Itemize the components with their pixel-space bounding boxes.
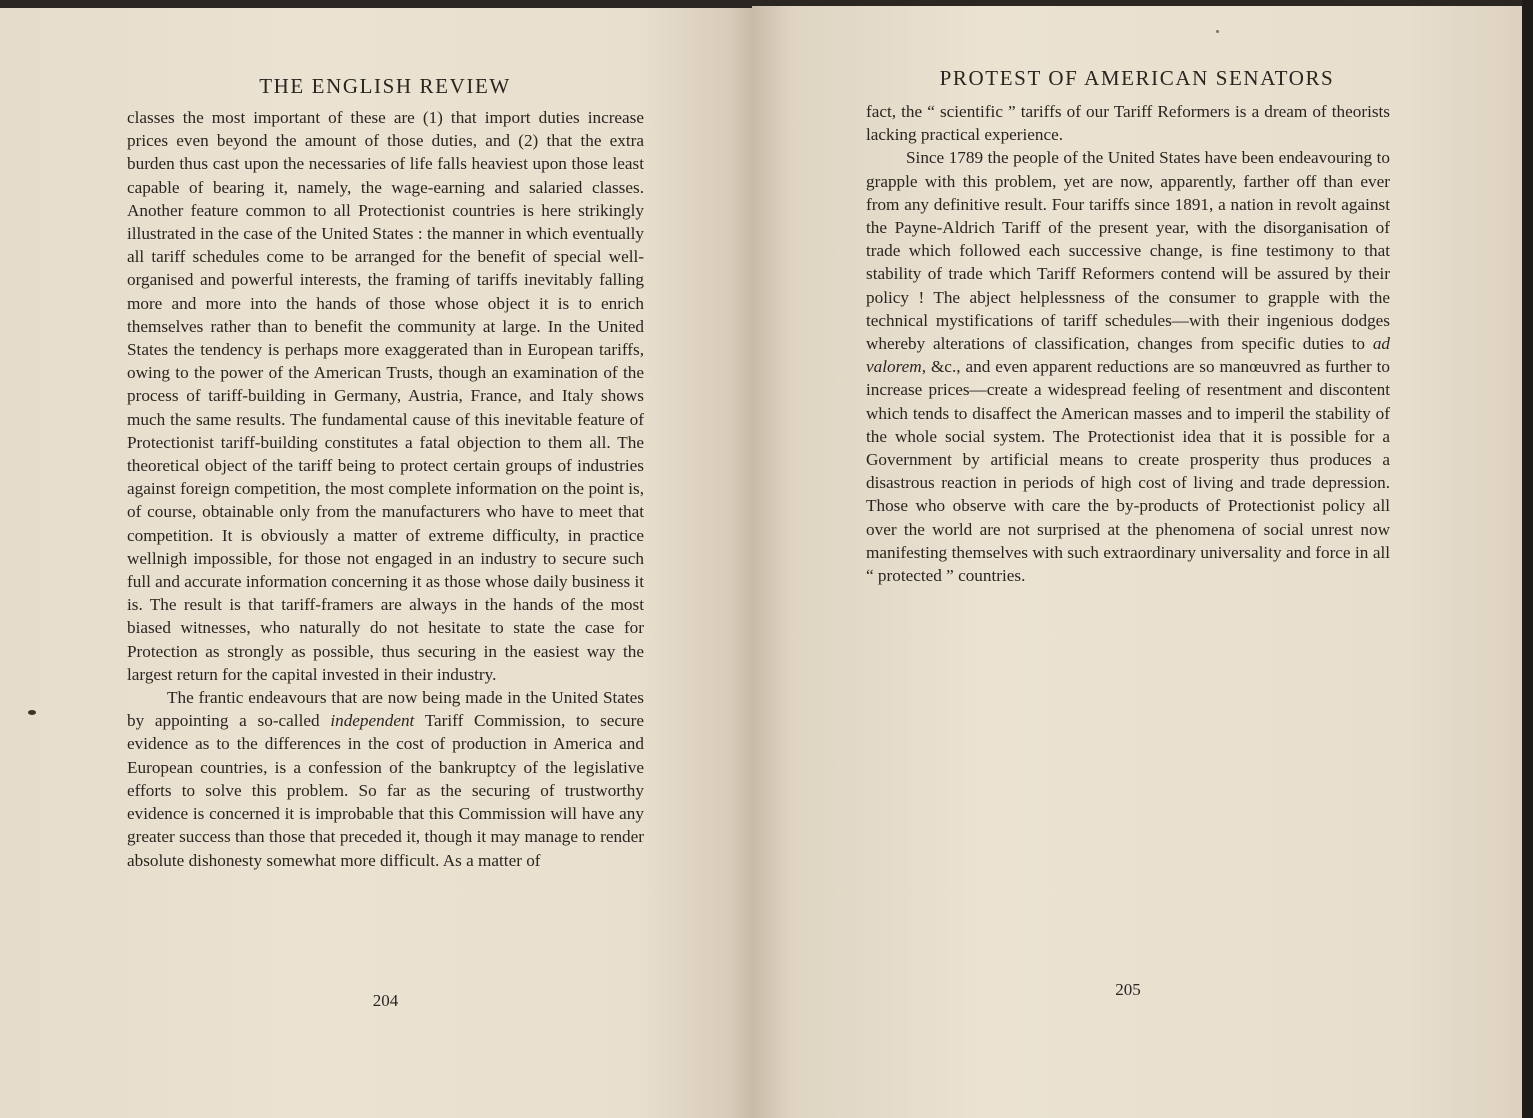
right-paragraph-2: Since 1789 the people of the United States have been endeavouring to grapple with this problem, yet are now, apparently, farther off than ever from any definitive result. Four tariffs since 1891, a nation in revolt against the Payne-Aldrich Tariff of the present year, with the disorganisation of trade which followed each successive change, is fine testimony to that stability of trade which Tariff Reformers contend will be assured by their policy ! The abject helplessness of the consumer to grapple with the technical mystifications of tariff schedules—with their ingenious dodges whereby alterations of classification, changes from specific duties to ad valorem, &c., and even apparent reductions are so manœuvred as further to increase prices—create a widespread feeling of resentment and discontent which tends to disaffect the American masses and to imperil the stability of the whole social system. The Protectionist idea that it is possible for a Government by artificial means to create prosperity thus produces a disastrous reaction in periods of high cost of living and trade depression. Those who observe with care the by-products of Protectionist policy all over the world are not surprised at the phenomena of social unrest now manifesting themselves with such extraordinary universality and force in all “ protected ” countries. (866, 148, 1390, 586)
ink-blot (28, 710, 36, 715)
left-page (0, 8, 752, 1118)
left-paragraph-1: classes the most important of these are (1) that import duties increase prices even beyond the amount of those duties, and (2) that the extra burden thus cast upon the necessaries of life falls heaviest upon those least capable of bearing it, namely, the wage-earning and salaried classes. Another feature common to all Protectionist countries is here strikingly illustrated in the case of the United States : the manner in which eventually all tariff schedules come to be arranged for the benefit of special well-organised and powerful interests, the framing of tariffs inevitably falling more and more into the hands of those whose object it is to enrich themselves rather than to benefit the community at large. In the United States the tendency is perhaps more exaggerated than in European tariffs, owing to the power of the American Trusts, though an examination of the process of tariff-building in Germany, Austria, France, and Italy shows much the same results. The fundamental cause of this inevitable feature of Protectionist tariff-building constitutes a fatal objection to them all. The theoretical object of the tariff being to protect certain groups of industries against foreign competition, the most complete information on the point is, of course, obtainable only from the manufacturers who have to meet that competition. It is obviously a matter of extreme difficulty, in practice wellnigh impossible, for those not engaged in an industry to secure such full and accurate information concerning it as those whose daily business it is. The result is that tariff-framers are always in the hands of the most biased witnesses, who naturally do not hesitate to state the case for Protection as strongly as possible, thus securing in the easiest way the largest return for the capital invested in their industry. (127, 108, 644, 684)
right-page-text (866, 100, 1390, 587)
running-head-left: THE ENGLISH REVIEW (259, 74, 511, 98)
italic-ad-valorem: ad valorem (866, 334, 1390, 377)
running-head-right: PROTEST OF AMERICAN SENATORS (939, 66, 1335, 90)
italic-independent: independent (330, 711, 415, 731)
right-paragraph-1: fact, the “ scientific ” tariffs of our Tariff Reformers is a dream of theorists lacking practical experience. (866, 102, 1390, 145)
book-edge-shadow (1522, 0, 1533, 1118)
page-number-right: 205 (1115, 980, 1141, 999)
left-paragraph-2: The frantic endeavours that are now being made in the United States by appointing a so-called independent Tariff Commission, to secure evidence as to the differences in the cost of production in America and European countries, is a confession of the bankruptcy of the legislative efforts to solve this problem. So far as the securing of trustworthy evidence is concerned it is improbable that this Commission will have any greater success than those that preceded it, though it may manage to render absolute dishonesty somewhat more difficult. As a matter of (127, 688, 644, 870)
left-page-text (127, 106, 644, 872)
right-page (752, 6, 1522, 1118)
paper-speck (1216, 30, 1219, 33)
page-number-left: 204 (372, 991, 399, 1010)
